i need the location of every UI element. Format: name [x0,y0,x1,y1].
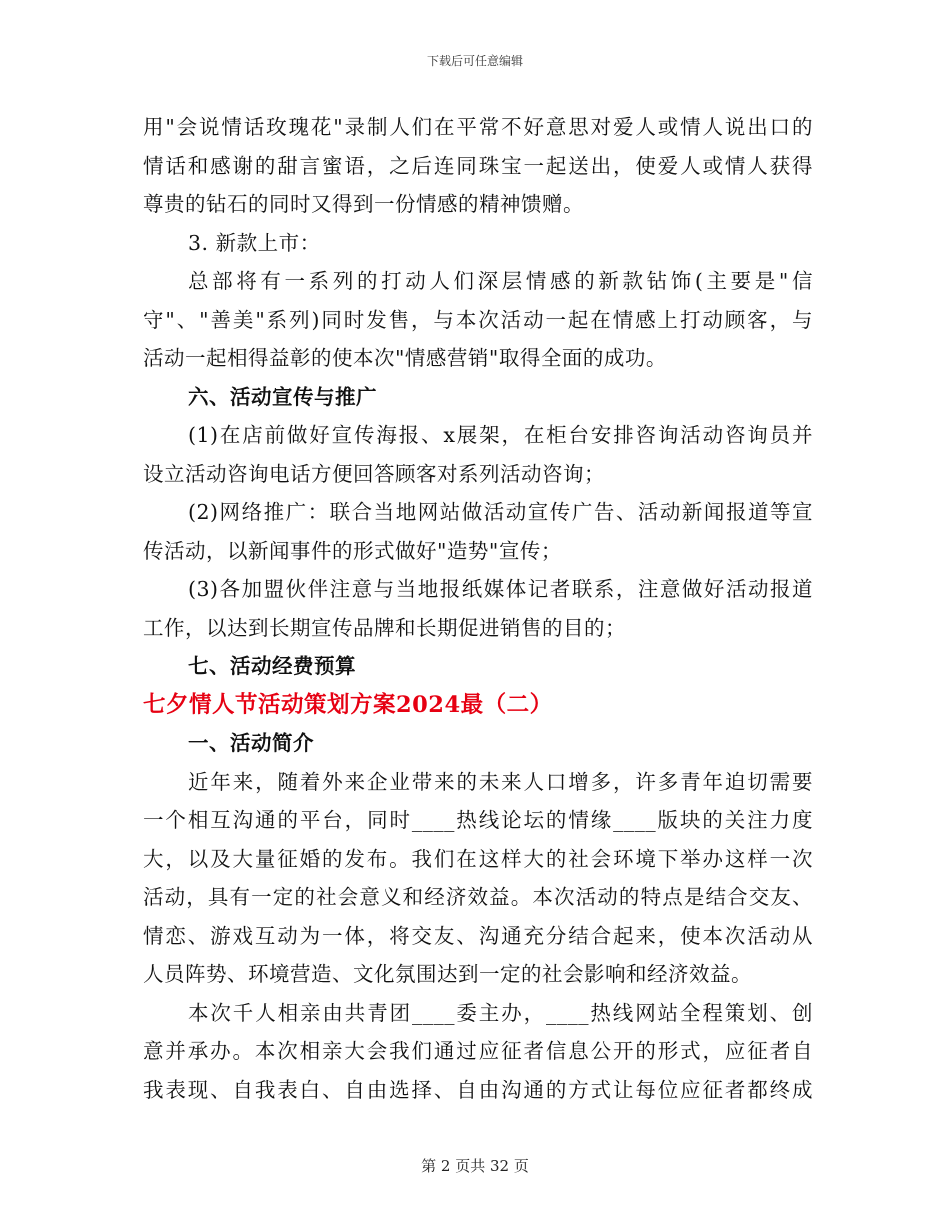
paragraph-line: 近年来，随着外来企业带来的未来人口增多，许多青年迫切需要 [188,769,813,794]
document-body [143,108,813,1109]
paragraph-line: 我表现、自我表白、自由选择、自由沟通的方式让每位应征者都终成 [143,1077,813,1102]
paragraph-line: 3. 新款上市： [188,230,321,255]
paragraph-line: 工作，以达到长期宣传品牌和长期促进销售的目的； [143,615,626,640]
paragraph-line: 一个相互沟通的平台，同时____热线论坛的情缘____版块的关注力度 [143,808,813,832]
page-footer: 第 2 页共 32 页 [421,1157,529,1175]
paragraph-line: 意并承办。本次相亲大会我们通过应征者信息公开的形式，应征者自 [143,1039,813,1063]
paragraph-line: 总部将有一系列的打动人们深层情感的新款钻饰(主要是"信 [188,269,813,293]
page-header: 下载后可任意编辑 [426,54,523,68]
section-heading: 一、活动简介 [188,731,314,755]
paragraph-line: 情话和感谢的甜言蜜语，之后连同珠宝一起送出，使爱人或情人获得 [143,153,813,178]
paragraph-line: 传活动，以新闻事件的形式做好"造势"宣传； [143,538,562,563]
paragraph-line: 用"会说情话玫瑰花"录制人们在平常不好意思对爱人或情人说出口的 [143,115,813,139]
paragraph-line: 活动一起相得益彰的使本次"情感营销"取得全面的成功。 [143,346,667,370]
paragraph-line: (2)网络推广：联合当地网站做活动宣传广告、活动新闻报道等宣 [188,500,813,524]
paragraph-line: (1)在店前做好宣传海报、x展架，在柜台安排咨询活动咨询员并 [188,423,813,447]
section-heading: 七、活动经费预算 [188,654,356,678]
paragraph-line: 设立活动咨询电话方便回答顾客对系列活动咨询； [143,461,605,486]
paragraph-line: 本次千人相亲由共青团____委主办，____热线网站全程策划、创 [188,1000,813,1025]
paragraph-line: 活动，具有一定的社会意义和经济效益。本次活动的特点是结合交友、 [143,885,813,909]
paragraph-line: 大，以及大量征婚的发布。我们在这样大的社会环境下举办这样一次 [143,846,813,871]
paragraph-line: 情恋、游戏互动为一体，将交友、沟通充分结合起来，使本次活动从 [143,923,813,948]
paragraph-line: 守"、"善美"系列)同时发售，与本次活动一起在情感上打动顾客，与 [143,307,813,332]
section-heading: 六、活动宣传与推广 [188,384,377,409]
paragraph-line: 尊贵的钻石的同时又得到一份情感的精神馈赠。 [143,192,584,216]
paragraph-line: 人员阵势、环境营造、文化氛围达到一定的社会影响和经济效益。 [143,962,752,986]
document-title: 七夕情人节活动策划方案2024最（二） [143,691,553,718]
paragraph-line: (3)各加盟伙伴注意与当地报纸媒体记者联系，注意做好活动报道 [188,577,813,601]
